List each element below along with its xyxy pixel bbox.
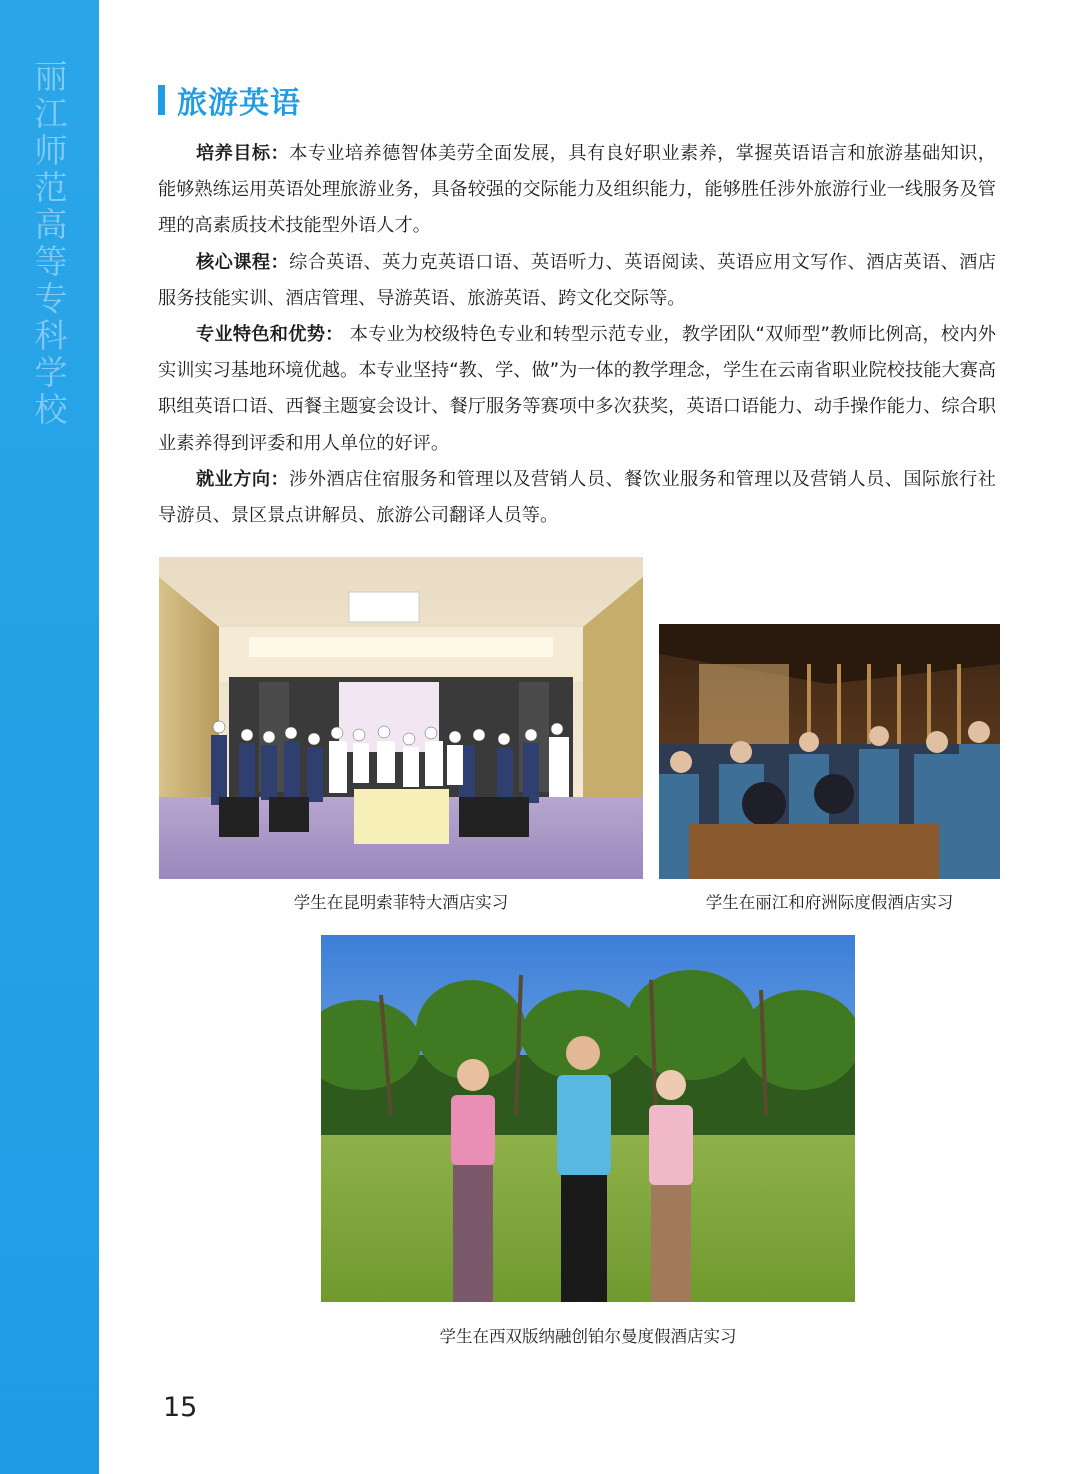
photo-kunming-sofitel	[159, 557, 643, 879]
paragraph-text: 涉外酒店住宿服务和管理以及营销人员、餐饮业服务和管理以及营销人员、国际旅行社导游员、景区景点讲解员、旅游公司翻译人员等。	[158, 468, 996, 527]
restaurant-training-image	[659, 624, 1000, 879]
photo-lijiang-intercontinental	[659, 624, 1000, 879]
body-text	[158, 136, 996, 534]
photo-caption: 学生在西双版纳融创铂尔曼度假酒店实习	[439, 1327, 737, 1346]
school-name-vertical: 丽江师范高等专科学校	[34, 57, 68, 429]
title-accent-bar	[158, 85, 165, 115]
photo-caption: 学生在昆明索菲特大酒店实习	[293, 893, 509, 912]
photo-caption: 学生在丽江和府洲际度假酒店实习	[705, 893, 954, 912]
paragraph-text: 本专业培养德智体美劳全面发展，具有良好职业素养，掌握英语语言和旅游基础知识，能够熟练运用英语处理旅游业务，具备较强的交际能力及组织能力，能够胜任涉外旅游行业一线服务及管理的高素质技术技能型外语人才。	[158, 143, 996, 237]
sidebar	[0, 0, 99, 1474]
paragraph-employment	[158, 462, 996, 534]
paragraph-label: 培养目标：	[196, 143, 290, 164]
paragraph-text: 综合英语、英力克英语口语、英语听力、英语阅读、英语应用文写作、酒店英语、酒店服务技能实训、酒店管理、导游英语、旅游英语、跨文化交际等。	[158, 251, 996, 309]
paragraph-features	[158, 317, 996, 462]
section-title	[158, 80, 301, 120]
paragraph-label: 核心课程：	[196, 251, 290, 273]
paragraph-training-goal	[158, 136, 996, 245]
page-title: 旅游英语	[177, 86, 301, 121]
paragraph-core-courses	[158, 245, 996, 317]
page-number: 15	[163, 1392, 198, 1423]
paragraph-text: 本专业为校级特色专业和转型示范专业，教学团队“双师型”教师比例高，校内外实训实习基地环境优越。本专业坚持“教、学、做”为一体的教学理念，学生在云南省职业院校技能大赛高职组英语口语、西餐主题宴会设计、餐厅服务等赛项中多次获奖，英语口语能力、动手操作能力、综合职业素养得到评委和用人单位的好评。	[158, 324, 996, 454]
photo-xishuangbanna-pullman	[321, 935, 855, 1302]
garden-portrait-image	[321, 935, 855, 1302]
banquet-hall-image	[159, 557, 643, 879]
paragraph-label: 就业方向：	[196, 468, 290, 490]
paragraph-label: 专业特色和优势：	[196, 324, 344, 346]
